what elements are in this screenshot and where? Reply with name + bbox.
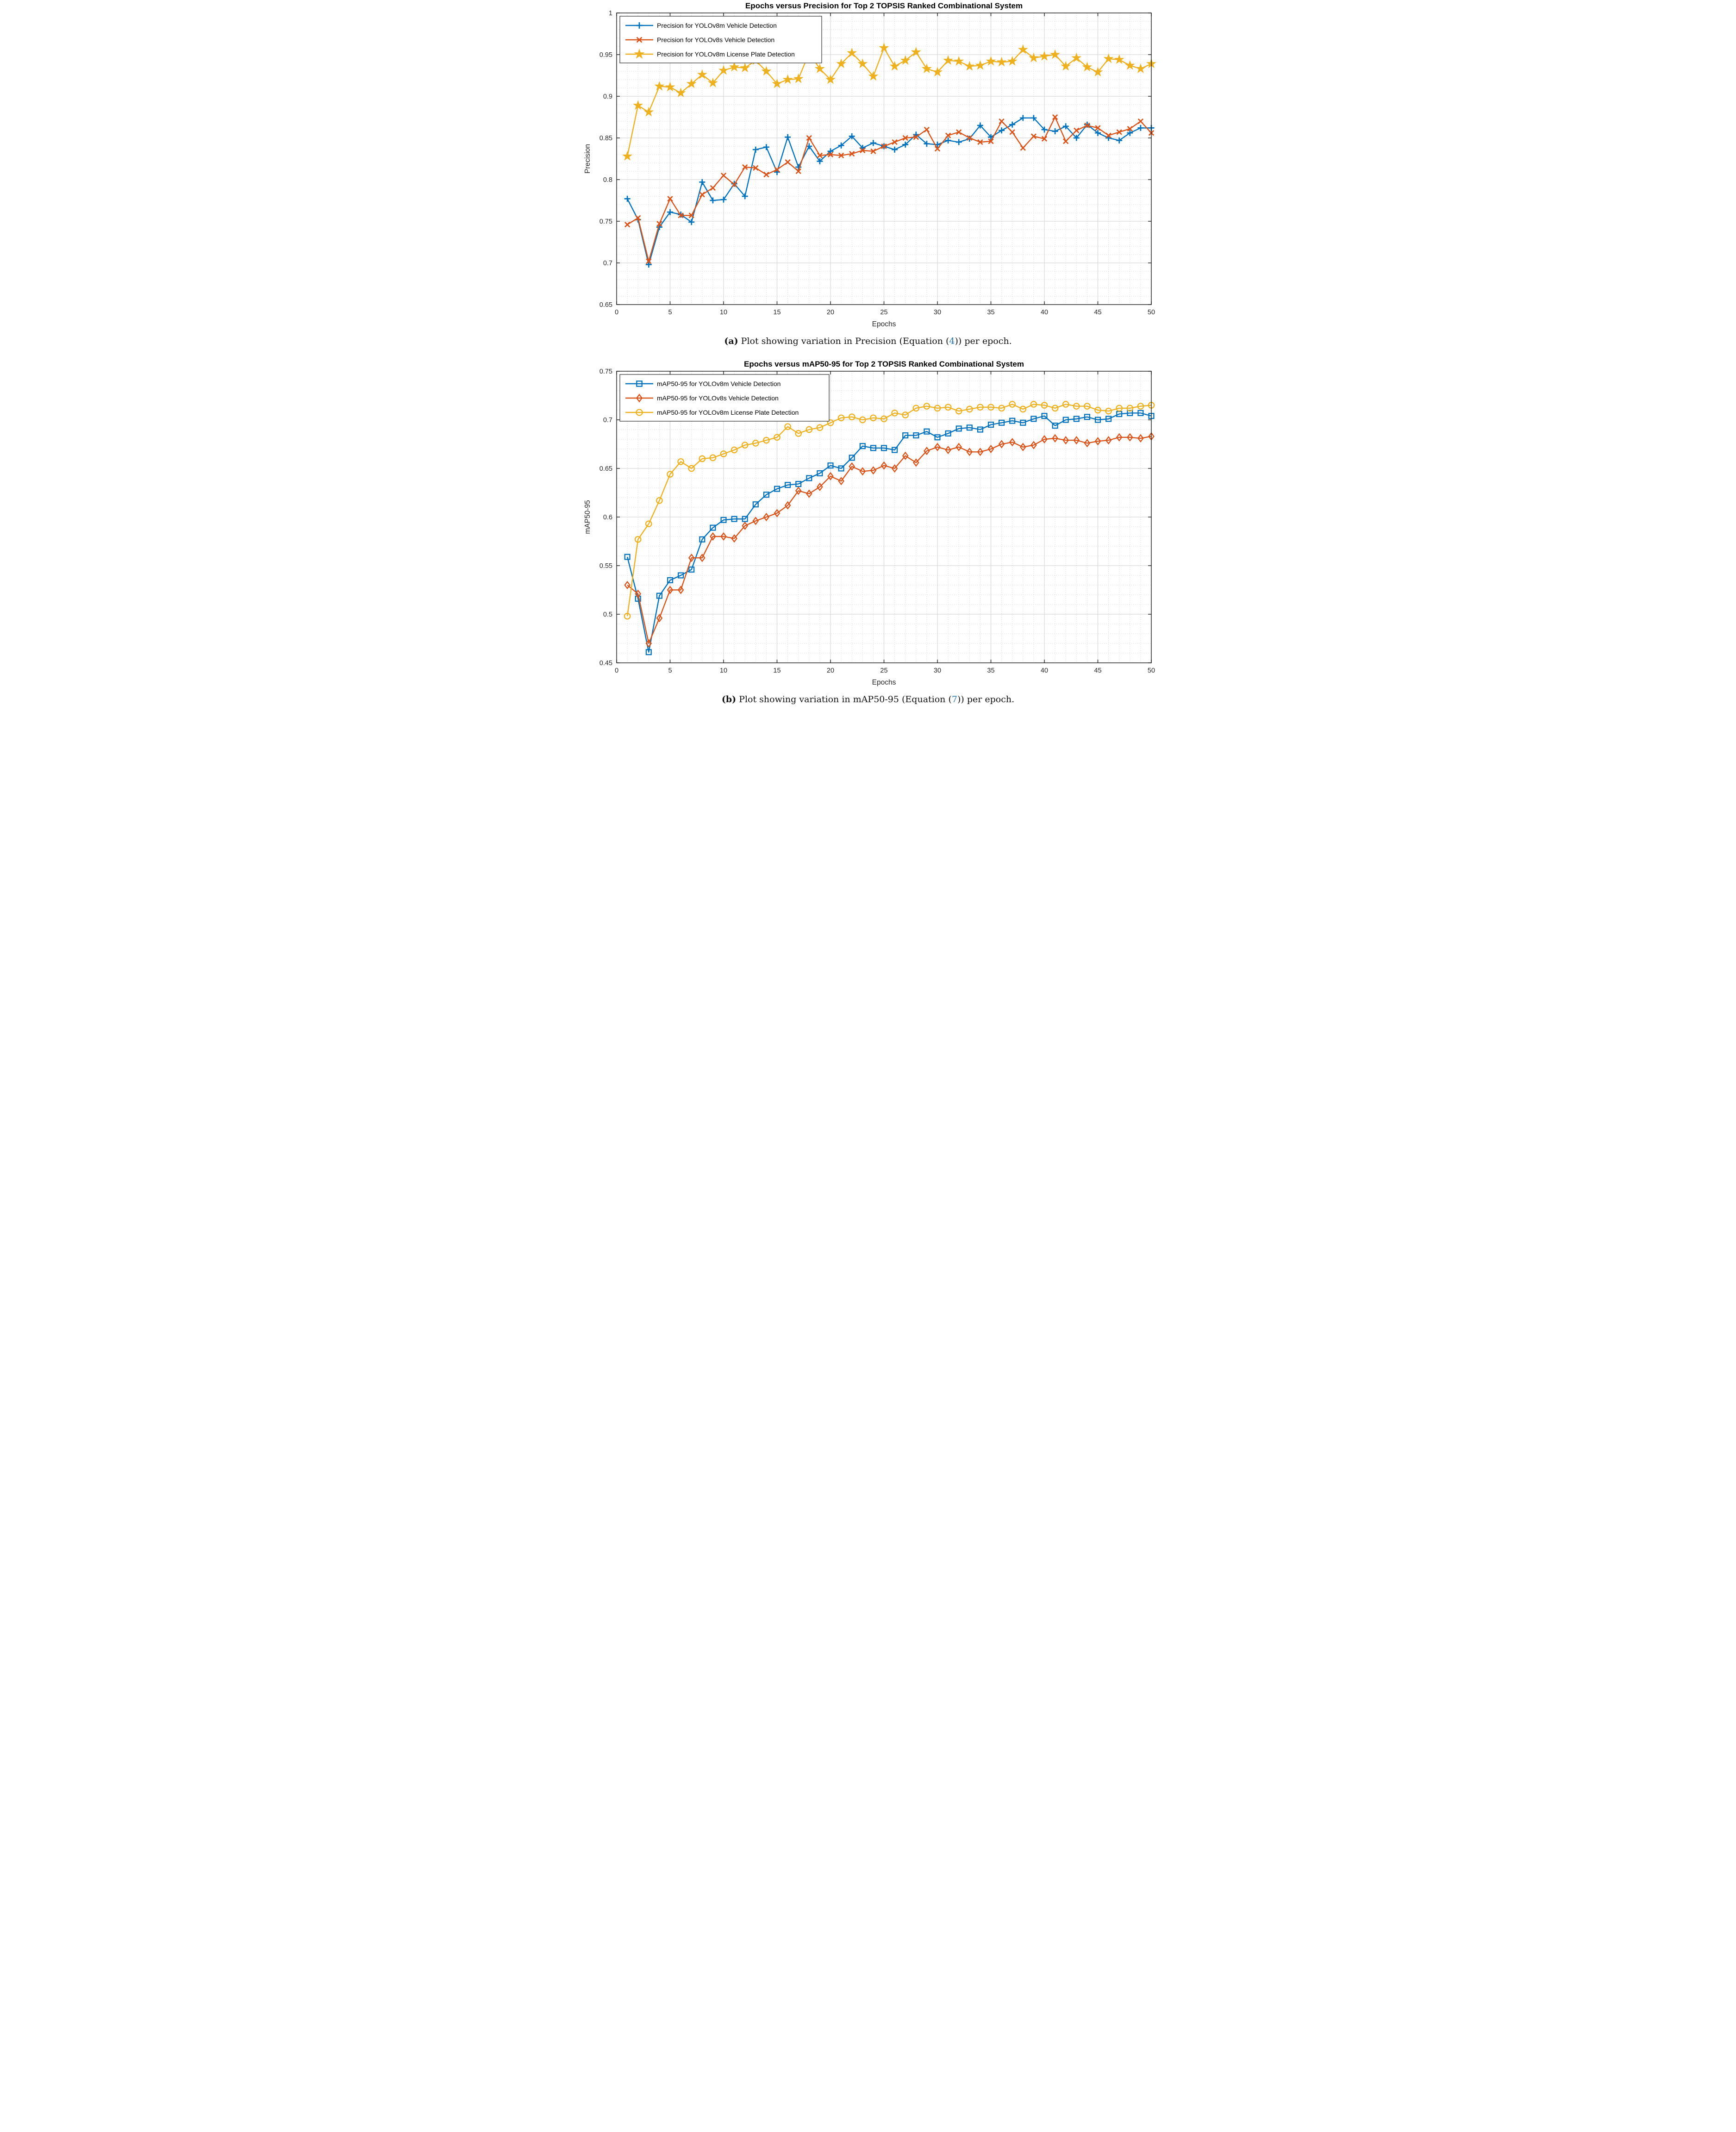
legend-label: mAP50-95 for YOLOv8m License Plate Detection (657, 409, 799, 416)
equation-7-link[interactable]: 7 (951, 694, 957, 704)
series-markers (625, 411, 1154, 655)
svg-text:0.55: 0.55 (599, 562, 612, 570)
x-axis-label: Epochs (872, 679, 896, 686)
svg-text:50: 50 (1147, 309, 1155, 316)
svg-text:0.6: 0.6 (603, 514, 612, 521)
legend-label: Precision for YOLOv8m License Plate Detection (657, 50, 795, 58)
svg-text:50: 50 (1147, 667, 1155, 674)
svg-text:0: 0 (614, 309, 619, 316)
series-markers (624, 401, 1154, 619)
caption-b-label: (b) (721, 694, 737, 704)
svg-text:40: 40 (1040, 667, 1049, 674)
svg-text:45: 45 (1094, 309, 1102, 316)
svg-text:25: 25 (880, 667, 888, 674)
caption-b-text-after: )) per epoch. (957, 694, 1015, 704)
svg-text:0.7: 0.7 (603, 417, 612, 424)
y-axis-label: mAP50-95 (584, 500, 592, 534)
svg-text:0.7: 0.7 (603, 260, 612, 267)
x-tick-labels (615, 309, 1155, 316)
series-markers (625, 115, 1154, 264)
series-map50-95-for-yolov8m-license-plate-detection (624, 401, 1154, 619)
series-map50-95-for-yolov8m-vehicle-detection (625, 411, 1154, 655)
svg-text:0.9: 0.9 (603, 93, 612, 100)
y-tick-labels (599, 10, 612, 309)
svg-text:1: 1 (608, 10, 612, 17)
figure-panel-a (579, 0, 1157, 330)
svg-text:5: 5 (668, 309, 672, 316)
svg-text:15: 15 (773, 667, 781, 674)
legend (620, 16, 822, 63)
svg-text:0.8: 0.8 (603, 176, 612, 184)
svg-text:45: 45 (1094, 667, 1102, 674)
caption-b (579, 694, 1157, 704)
series-precision-for-yolov8s-vehicle-detection (625, 115, 1154, 264)
svg-text:40: 40 (1040, 309, 1049, 316)
legend-label: Precision for YOLOv8s Vehicle Detection (657, 36, 775, 44)
svg-text:20: 20 (826, 309, 835, 316)
svg-text:5: 5 (668, 667, 672, 674)
figure-panel-b (579, 358, 1157, 688)
svg-text:0.65: 0.65 (599, 465, 612, 473)
svg-text:30: 30 (933, 667, 942, 674)
equation-4-link[interactable]: 4 (949, 336, 955, 346)
y-axis-label: Precision (584, 144, 592, 174)
svg-text:15: 15 (773, 309, 781, 316)
svg-text:20: 20 (826, 667, 835, 674)
chart-title: Epochs versus Precision for Top 2 TOPSIS Ranked Combinational System (745, 1, 1023, 10)
legend (620, 374, 829, 421)
legend-label: mAP50-95 for YOLOv8m Vehicle Detection (657, 380, 781, 387)
chart-title: Epochs versus mAP50-95 for Top 2 TOPSIS Ranked Combinational System (744, 360, 1024, 368)
svg-text:0.75: 0.75 (599, 218, 612, 225)
svg-text:0.65: 0.65 (599, 301, 612, 309)
svg-text:35: 35 (987, 667, 995, 674)
figure-page (579, 0, 1157, 704)
caption-a-text-after: )) per epoch. (955, 336, 1012, 346)
svg-text:0: 0 (614, 667, 619, 674)
plot-area (584, 360, 1155, 686)
x-tick-labels (615, 667, 1155, 674)
svg-text:35: 35 (987, 309, 995, 316)
map50-95-chart (579, 358, 1157, 688)
svg-text:0.5: 0.5 (603, 611, 612, 618)
svg-text:0.45: 0.45 (599, 660, 612, 667)
caption-a-text: Plot showing variation in Precision (Equation ( (738, 336, 949, 346)
svg-text:0.95: 0.95 (599, 51, 612, 59)
y-tick-labels (599, 368, 612, 667)
svg-text:0.75: 0.75 (599, 368, 612, 375)
svg-text:25: 25 (880, 309, 888, 316)
plot-area (584, 1, 1156, 328)
precision-chart (579, 0, 1157, 330)
svg-text:10: 10 (719, 667, 728, 674)
legend-label: Precision for YOLOv8m Vehicle Detection (657, 22, 777, 29)
svg-text:0.85: 0.85 (599, 135, 612, 142)
svg-text:10: 10 (719, 309, 728, 316)
x-axis-label: Epochs (872, 320, 896, 328)
svg-text:30: 30 (933, 309, 942, 316)
legend-label: mAP50-95 for YOLOv8s Vehicle Detection (657, 394, 779, 402)
caption-a (579, 336, 1157, 346)
caption-a-label: (a) (724, 336, 738, 346)
caption-b-text: Plot showing variation in mAP50-95 (Equation ( (736, 694, 952, 704)
